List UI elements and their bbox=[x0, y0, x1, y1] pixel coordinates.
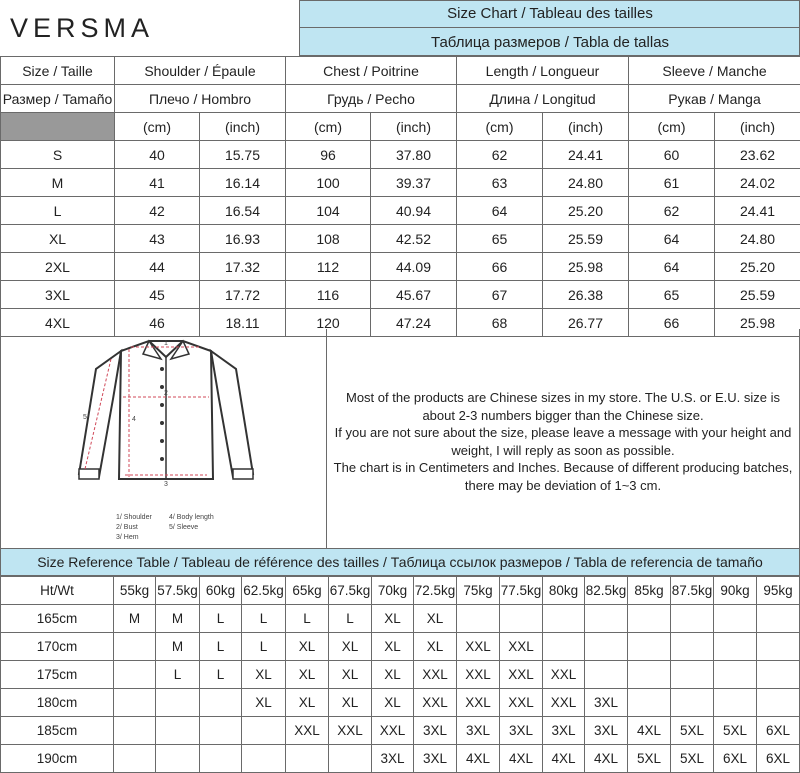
recommended-size-cell: XL bbox=[372, 633, 414, 661]
unit-inch: (inch) bbox=[200, 113, 286, 141]
legend-body-length: 4/ Body length bbox=[169, 514, 214, 521]
recommended-size-cell: L bbox=[286, 605, 329, 633]
measure-number-3: 3 bbox=[164, 481, 168, 488]
size-row bbox=[1, 197, 800, 225]
reference-row bbox=[1, 661, 800, 689]
measurement-cell: 24.80 bbox=[543, 169, 629, 197]
measure-number-2: 2 bbox=[164, 390, 168, 397]
measurement-cell: 17.72 bbox=[200, 281, 286, 309]
recommended-size-cell bbox=[628, 633, 671, 661]
size-table bbox=[0, 56, 800, 337]
recommended-size-cell bbox=[200, 717, 242, 745]
recommended-size-cell: 4XL bbox=[585, 745, 628, 773]
shirt-measurement-illustration bbox=[1, 329, 326, 548]
unit-inch: (inch) bbox=[371, 113, 457, 141]
height-label: 185cm bbox=[1, 717, 114, 745]
garment-diagram bbox=[0, 329, 327, 549]
reference-row bbox=[1, 745, 800, 773]
recommended-size-cell bbox=[114, 689, 156, 717]
height-label: 165cm bbox=[1, 605, 114, 633]
recommended-size-cell: 3XL bbox=[457, 717, 500, 745]
measurement-cell: 61 bbox=[629, 169, 715, 197]
recommended-size-cell: XL bbox=[329, 661, 372, 689]
recommended-size-cell bbox=[585, 633, 628, 661]
measure-number-1: 1 bbox=[164, 340, 168, 347]
measurement-cell: 42 bbox=[115, 197, 200, 225]
unit-row bbox=[1, 113, 800, 141]
size-row bbox=[1, 225, 800, 253]
measurement-cell: 45.67 bbox=[371, 281, 457, 309]
measurement-cell: 42.52 bbox=[371, 225, 457, 253]
chest-header: Chest / Poitrine bbox=[286, 57, 457, 85]
weight-header: 87.5kg bbox=[671, 577, 714, 605]
recommended-size-cell: XXL bbox=[457, 689, 500, 717]
size-reference-table bbox=[0, 576, 800, 773]
measurement-cell: 41 bbox=[115, 169, 200, 197]
unit-cm: (cm) bbox=[457, 113, 543, 141]
shoulder-header: Плечо / Hombro bbox=[115, 85, 286, 113]
recommended-size-cell bbox=[585, 661, 628, 689]
recommended-size-cell: 3XL bbox=[414, 745, 457, 773]
recommended-size-cell bbox=[585, 605, 628, 633]
measurement-cell: 44 bbox=[115, 253, 200, 281]
recommended-size-cell bbox=[114, 717, 156, 745]
measurement-cell: 16.54 bbox=[200, 197, 286, 225]
size-row bbox=[1, 253, 800, 281]
measurement-cell: 63 bbox=[457, 169, 543, 197]
blank-cell bbox=[1, 113, 115, 141]
measurement-cell: 18.11 bbox=[200, 309, 286, 337]
recommended-size-cell bbox=[628, 661, 671, 689]
recommended-size-cell: L bbox=[329, 605, 372, 633]
recommended-size-cell: 3XL bbox=[585, 689, 628, 717]
weight-header: 72.5kg bbox=[414, 577, 457, 605]
recommended-size-cell bbox=[757, 605, 800, 633]
recommended-size-cell: XXL bbox=[457, 661, 500, 689]
recommended-size-cell: XXL bbox=[414, 689, 457, 717]
measurement-cell: 66 bbox=[629, 309, 715, 337]
measurement-cell: 23.62 bbox=[715, 141, 800, 169]
recommended-size-cell: XXL bbox=[543, 689, 585, 717]
measurement-cell: 40.94 bbox=[371, 197, 457, 225]
recommended-size-cell: 4XL bbox=[543, 745, 585, 773]
recommended-size-cell: L bbox=[200, 661, 242, 689]
note-line: about 2-3 numbers bigger than the Chinese size. bbox=[422, 407, 703, 425]
recommended-size-cell bbox=[500, 605, 543, 633]
length-header: Length / Longueur bbox=[457, 57, 629, 85]
measurement-cell: 25.20 bbox=[543, 197, 629, 225]
measurement-cell: 104 bbox=[286, 197, 371, 225]
size-label: 3XL bbox=[1, 281, 115, 309]
recommended-size-cell bbox=[714, 633, 757, 661]
recommended-size-cell: 6XL bbox=[714, 745, 757, 773]
measurement-cell: 24.41 bbox=[543, 141, 629, 169]
unit-cm: (cm) bbox=[115, 113, 200, 141]
recommended-size-cell bbox=[714, 605, 757, 633]
legend-sleeve: 5/ Sleeve bbox=[169, 524, 198, 531]
size-row bbox=[1, 169, 800, 197]
measurement-cell: 25.59 bbox=[715, 281, 800, 309]
recommended-size-cell bbox=[114, 633, 156, 661]
measurement-cell: 26.77 bbox=[543, 309, 629, 337]
reference-row bbox=[1, 633, 800, 661]
measurement-cell: 17.32 bbox=[200, 253, 286, 281]
weight-header: 65kg bbox=[286, 577, 329, 605]
reference-row bbox=[1, 689, 800, 717]
legend-hem: 3/ Hem bbox=[116, 534, 139, 541]
measurement-cell: 62 bbox=[629, 197, 715, 225]
measurement-cell: 62 bbox=[457, 141, 543, 169]
recommended-size-cell bbox=[156, 689, 200, 717]
recommended-size-cell bbox=[757, 633, 800, 661]
recommended-size-cell bbox=[757, 661, 800, 689]
note-line: weight, I will reply as soon as possible. bbox=[451, 442, 674, 460]
measurement-cell: 65 bbox=[457, 225, 543, 253]
recommended-size-cell bbox=[628, 605, 671, 633]
reference-table-title: Size Reference Table / Tableau de référence des tailles / Таблица ссылок размеров / Tabla de referencia de tamaño bbox=[0, 549, 800, 576]
recommended-size-cell: 3XL bbox=[543, 717, 585, 745]
weight-header: 95kg bbox=[757, 577, 800, 605]
brand-logo: VERSMA bbox=[0, 0, 300, 56]
legend-shoulder: 1/ Shoulder bbox=[116, 514, 152, 521]
recommended-size-cell bbox=[114, 661, 156, 689]
height-label: 175cm bbox=[1, 661, 114, 689]
measurement-cell: 116 bbox=[286, 281, 371, 309]
measurement-cell: 16.93 bbox=[200, 225, 286, 253]
reference-row bbox=[1, 717, 800, 745]
measurement-cell: 46 bbox=[115, 309, 200, 337]
recommended-size-cell: M bbox=[156, 605, 200, 633]
measurement-cell: 25.59 bbox=[543, 225, 629, 253]
recommended-size-cell: 5XL bbox=[628, 745, 671, 773]
measurement-cell: 40 bbox=[115, 141, 200, 169]
chest-header: Грудь / Pecho bbox=[286, 85, 457, 113]
size-header-row1 bbox=[1, 57, 800, 85]
weight-header: 85kg bbox=[628, 577, 671, 605]
recommended-size-cell: XXL bbox=[372, 717, 414, 745]
weight-header: 75kg bbox=[457, 577, 500, 605]
measurement-cell: 25.98 bbox=[543, 253, 629, 281]
recommended-size-cell bbox=[329, 745, 372, 773]
note-line: The chart is in Centimeters and Inches. Because of different producing batches, bbox=[334, 459, 793, 477]
weight-header: 70kg bbox=[372, 577, 414, 605]
recommended-size-cell: 5XL bbox=[671, 717, 714, 745]
recommended-size-cell bbox=[714, 689, 757, 717]
recommended-size-cell bbox=[714, 661, 757, 689]
unit-inch: (inch) bbox=[543, 113, 629, 141]
recommended-size-cell: XL bbox=[286, 689, 329, 717]
recommended-size-cell: XL bbox=[286, 661, 329, 689]
height-weight-corner: Ht/Wt bbox=[1, 577, 114, 605]
recommended-size-cell: XXL bbox=[500, 661, 543, 689]
recommended-size-cell bbox=[543, 605, 585, 633]
recommended-size-cell: 6XL bbox=[757, 717, 800, 745]
reference-row bbox=[1, 605, 800, 633]
recommended-size-cell bbox=[242, 717, 286, 745]
unit-cm: (cm) bbox=[629, 113, 715, 141]
measurement-cell: 26.38 bbox=[543, 281, 629, 309]
recommended-size-cell bbox=[156, 717, 200, 745]
weight-header: 80kg bbox=[543, 577, 585, 605]
recommended-size-cell bbox=[543, 633, 585, 661]
recommended-size-cell: XL bbox=[242, 689, 286, 717]
recommended-size-cell: 3XL bbox=[500, 717, 543, 745]
weight-header: 77.5kg bbox=[500, 577, 543, 605]
measurement-cell: 24.80 bbox=[715, 225, 800, 253]
recommended-size-cell bbox=[242, 745, 286, 773]
measurement-cell: 16.14 bbox=[200, 169, 286, 197]
recommended-size-cell bbox=[286, 745, 329, 773]
measurement-cell: 68 bbox=[457, 309, 543, 337]
measurement-cell: 64 bbox=[629, 253, 715, 281]
recommended-size-cell: 3XL bbox=[585, 717, 628, 745]
measurement-cell: 25.98 bbox=[715, 309, 800, 337]
measurement-cell: 100 bbox=[286, 169, 371, 197]
recommended-size-cell: 3XL bbox=[372, 745, 414, 773]
recommended-size-cell: 5XL bbox=[671, 745, 714, 773]
size-row bbox=[1, 281, 800, 309]
reference-header-row bbox=[1, 577, 800, 605]
size-row-label: Размер / Tamaño bbox=[1, 85, 115, 113]
note-line: Most of the products are Chinese sizes in my store. The U.S. or E.U. size is bbox=[346, 389, 780, 407]
recommended-size-cell bbox=[757, 689, 800, 717]
measurement-cell: 47.24 bbox=[371, 309, 457, 337]
measurement-cell: 108 bbox=[286, 225, 371, 253]
size-row bbox=[1, 141, 800, 169]
weight-header: 60kg bbox=[200, 577, 242, 605]
size-label: S bbox=[1, 141, 115, 169]
measurement-cell: 64 bbox=[457, 197, 543, 225]
size-label: XL bbox=[1, 225, 115, 253]
recommended-size-cell bbox=[200, 689, 242, 717]
recommended-size-cell: 5XL bbox=[714, 717, 757, 745]
measurement-cell: 60 bbox=[629, 141, 715, 169]
chart-title-line1: Size Chart / Tableau des tailles bbox=[300, 0, 800, 28]
recommended-size-cell: 4XL bbox=[457, 745, 500, 773]
recommended-size-cell bbox=[156, 745, 200, 773]
measure-number-5: 5 bbox=[83, 414, 87, 421]
weight-header: 67.5kg bbox=[329, 577, 372, 605]
size-label: 2XL bbox=[1, 253, 115, 281]
measurement-cell: 45 bbox=[115, 281, 200, 309]
shoulder-header: Shoulder / Épaule bbox=[115, 57, 286, 85]
weight-header: 62.5kg bbox=[242, 577, 286, 605]
recommended-size-cell: XXL bbox=[543, 661, 585, 689]
size-header-row2 bbox=[1, 85, 800, 113]
measurement-cell: 112 bbox=[286, 253, 371, 281]
height-label: 170cm bbox=[1, 633, 114, 661]
recommended-size-cell bbox=[671, 689, 714, 717]
recommended-size-cell bbox=[200, 745, 242, 773]
recommended-size-cell: XXL bbox=[457, 633, 500, 661]
measurement-cell: 65 bbox=[629, 281, 715, 309]
recommended-size-cell: XL bbox=[414, 633, 457, 661]
measure-number-4: 4 bbox=[132, 416, 136, 423]
size-label: 4XL bbox=[1, 309, 115, 337]
recommended-size-cell bbox=[671, 661, 714, 689]
note-line: If you are not sure about the size, please leave a message with your height and bbox=[335, 424, 792, 442]
size-row-label: Size / Taille bbox=[1, 57, 115, 85]
recommended-size-cell: XL bbox=[242, 661, 286, 689]
weight-header: 82.5kg bbox=[585, 577, 628, 605]
unit-inch: (inch) bbox=[715, 113, 800, 141]
recommended-size-cell bbox=[457, 605, 500, 633]
measurement-cell: 24.41 bbox=[715, 197, 800, 225]
sleeve-header: Sleeve / Manche bbox=[629, 57, 800, 85]
recommended-size-cell: 3XL bbox=[414, 717, 457, 745]
recommended-size-cell: L bbox=[242, 605, 286, 633]
recommended-size-cell: L bbox=[200, 605, 242, 633]
measurement-cell: 44.09 bbox=[371, 253, 457, 281]
measurement-cell: 15.75 bbox=[200, 141, 286, 169]
weight-header: 57.5kg bbox=[156, 577, 200, 605]
recommended-size-cell: XL bbox=[372, 605, 414, 633]
measurement-cell: 120 bbox=[286, 309, 371, 337]
height-label: 180cm bbox=[1, 689, 114, 717]
weight-header: 55kg bbox=[114, 577, 156, 605]
measurement-cell: 64 bbox=[629, 225, 715, 253]
measurement-cell: 66 bbox=[457, 253, 543, 281]
recommended-size-cell: XL bbox=[372, 661, 414, 689]
measurement-cell: 37.80 bbox=[371, 141, 457, 169]
measurement-cell: 67 bbox=[457, 281, 543, 309]
legend-bust: 2/ Bust bbox=[116, 524, 138, 531]
recommended-size-cell: 6XL bbox=[757, 745, 800, 773]
measurement-cell: 39.37 bbox=[371, 169, 457, 197]
size-label: M bbox=[1, 169, 115, 197]
measurement-cell: 24.02 bbox=[715, 169, 800, 197]
chart-title-line2: Таблица размеров / Tabla de tallas bbox=[300, 28, 800, 56]
recommended-size-cell bbox=[114, 745, 156, 773]
size-label: L bbox=[1, 197, 115, 225]
recommended-size-cell bbox=[671, 633, 714, 661]
length-header: Длина / Longitud bbox=[457, 85, 629, 113]
recommended-size-cell: M bbox=[156, 633, 200, 661]
recommended-size-cell bbox=[671, 605, 714, 633]
recommended-size-cell: M bbox=[114, 605, 156, 633]
size-notes bbox=[327, 329, 800, 549]
recommended-size-cell: XL bbox=[286, 633, 329, 661]
recommended-size-cell: XL bbox=[414, 605, 457, 633]
measurement-cell: 96 bbox=[286, 141, 371, 169]
recommended-size-cell: XL bbox=[329, 689, 372, 717]
recommended-size-cell: L bbox=[242, 633, 286, 661]
height-label: 190cm bbox=[1, 745, 114, 773]
recommended-size-cell: XXL bbox=[414, 661, 457, 689]
recommended-size-cell: 4XL bbox=[628, 717, 671, 745]
recommended-size-cell: XXL bbox=[329, 717, 372, 745]
recommended-size-cell: XL bbox=[372, 689, 414, 717]
weight-header: 90kg bbox=[714, 577, 757, 605]
unit-cm: (cm) bbox=[286, 113, 371, 141]
recommended-size-cell: XXL bbox=[500, 689, 543, 717]
note-line: there may be deviation of 1~3 cm. bbox=[465, 477, 661, 495]
recommended-size-cell: 4XL bbox=[500, 745, 543, 773]
recommended-size-cell: L bbox=[200, 633, 242, 661]
recommended-size-cell: L bbox=[156, 661, 200, 689]
recommended-size-cell: XL bbox=[329, 633, 372, 661]
recommended-size-cell bbox=[628, 689, 671, 717]
measurement-cell: 25.20 bbox=[715, 253, 800, 281]
recommended-size-cell: XXL bbox=[500, 633, 543, 661]
measurement-cell: 43 bbox=[115, 225, 200, 253]
recommended-size-cell: XXL bbox=[286, 717, 329, 745]
sleeve-header: Рукав / Manga bbox=[629, 85, 800, 113]
